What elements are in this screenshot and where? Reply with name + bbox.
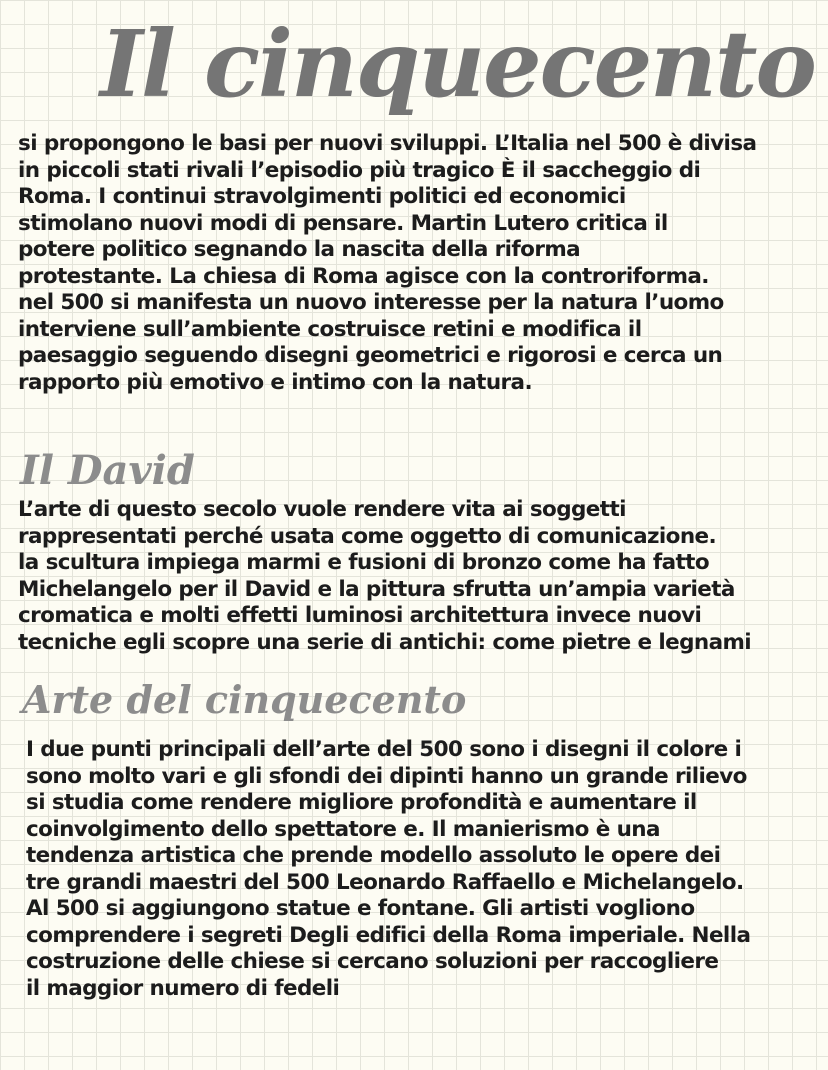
text-line: rapporto più emotivo e intimo con la natura. <box>18 369 533 395</box>
text-line: coinvolgimento dello spettatore e. Il manierismo è una <box>26 816 660 842</box>
text-line: interviene sull’ambiente costruisce retini e modifica il <box>18 316 642 342</box>
text-line: protestante. La chiesa di Roma agisce con la controriforma. <box>18 263 709 289</box>
text-line: comprendere i segreti Degli edifici della Roma imperiale. Nella <box>26 922 751 948</box>
text-line: il maggior numero di fedeli <box>26 975 340 1001</box>
text-line: costruzione delle chiese si cercano soluzioni per raccogliere <box>26 949 719 974</box>
text-line: I due punti principali dell’arte del 500 sono i disegni il colore i <box>26 737 742 762</box>
intro-paragraph <box>18 131 756 396</box>
text-line: si studia come rendere migliore profondità e aumentare il <box>26 790 697 815</box>
text-line: rappresentati perché usata come oggetto di comunicazione. <box>18 523 717 549</box>
text-line: tecniche egli scopre una serie di antichi: come pietre e legnami <box>18 629 752 655</box>
text-line: si propongono le basi per nuovi sviluppi. L’Italia nel 500 è divisa <box>18 131 757 156</box>
text-line: L’arte di questo secolo vuole rendere vita ai soggetti <box>18 497 626 522</box>
text-line: la scultura impiega marmi e fusioni di bronzo come ha fatto <box>18 550 710 575</box>
text-line: Roma. I continui stravolgimenti politici ed economici <box>18 184 626 209</box>
text-line: potere politico segnando la nascita della riforma <box>18 237 581 262</box>
text-line: tendenza artistica che prende modello assoluto le opere dei <box>26 843 721 868</box>
text-line: in piccoli stati rivali l’episodio più tragico È il saccheggio di <box>18 157 701 183</box>
text-line: cromatica e molti effetti luminosi architettura invece nuovi <box>18 603 702 628</box>
text-line: sono molto vari e gli sfondi dei dipinti hanno un grande rilievo <box>26 763 747 789</box>
section-heading-david: Il David <box>20 447 195 494</box>
david-paragraph <box>18 497 751 656</box>
text-line: stimolano nuovi modi di pensare. Martin Lutero critica il <box>18 210 668 236</box>
page-title: Il cinquecento <box>100 10 815 118</box>
arte-paragraph <box>26 737 750 1002</box>
text-line: nel 500 si manifesta un nuovo interesse per la natura l’uomo <box>18 290 724 315</box>
section-heading-arte: Arte del cinquecento <box>22 677 467 722</box>
text-line: tre grandi maestri del 500 Leonardo Raffaello e Michelangelo. <box>26 869 744 895</box>
text-line: Al 500 si aggiungono statue e fontane. Gli artisti vogliono <box>26 896 695 921</box>
text-line: Michelangelo per il David e la pittura sfrutta un’ampia varietà <box>18 576 735 602</box>
text-line: paesaggio seguendo disegni geometrici e rigorosi e cerca un <box>18 343 723 368</box>
